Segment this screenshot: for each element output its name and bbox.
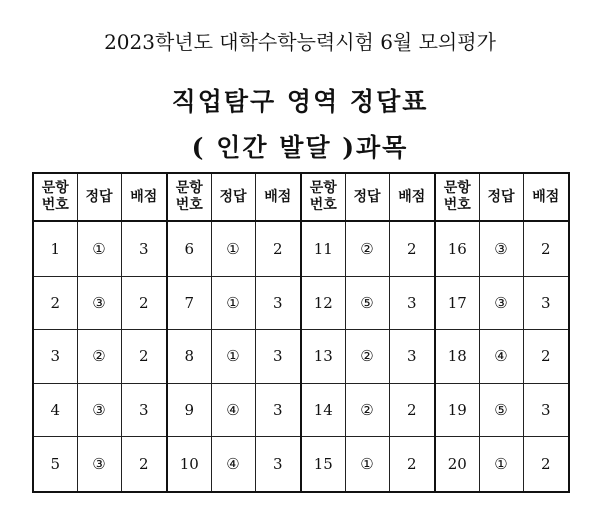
header-score: 배점: [121, 173, 167, 221]
answer-cell: ③: [77, 276, 121, 330]
answer-cell: ④: [479, 330, 523, 384]
score-cell: 2: [121, 276, 167, 330]
answer-cell: ②: [77, 330, 121, 384]
score-cell: 3: [255, 437, 301, 492]
subject-title: 직업탐구 영역 정답표: [171, 87, 429, 116]
header-answer: 정답: [211, 173, 255, 221]
question-number: 11: [301, 221, 345, 276]
answer-cell: ①: [211, 221, 255, 276]
header-answer: 정답: [77, 173, 121, 221]
question-number: 3: [33, 330, 77, 384]
question-number: 7: [167, 276, 211, 330]
header-score: 배점: [255, 173, 301, 221]
answer-cell: ④: [211, 383, 255, 437]
answer-cell: ①: [211, 276, 255, 330]
score-cell: 3: [121, 221, 167, 276]
answer-cell: ①: [345, 437, 389, 492]
table-row: [33, 437, 569, 492]
question-number: 2: [33, 276, 77, 330]
answer-cell: ②: [345, 330, 389, 384]
question-number: 5: [33, 437, 77, 492]
question-number: 4: [33, 383, 77, 437]
score-cell: 2: [389, 383, 435, 437]
question-number: 6: [167, 221, 211, 276]
score-cell: 3: [255, 276, 301, 330]
score-cell: 2: [389, 221, 435, 276]
header-row: [33, 173, 569, 221]
score-cell: 2: [121, 437, 167, 492]
answer-cell: ⑤: [479, 383, 523, 437]
header-number: 문항 번호: [301, 173, 345, 221]
exam-title: 2023학년도 대학수학능력시험 6월 모의평가: [104, 30, 496, 54]
question-number: 15: [301, 437, 345, 492]
answer-table: [32, 172, 570, 493]
score-cell: 2: [121, 330, 167, 384]
question-number: 18: [435, 330, 479, 384]
header-number: 문항 번호: [167, 173, 211, 221]
question-number: 12: [301, 276, 345, 330]
answer-cell: ③: [77, 383, 121, 437]
answer-cell: ③: [77, 437, 121, 492]
answer-cell: ②: [345, 221, 389, 276]
header-answer: 정답: [345, 173, 389, 221]
score-cell: 2: [523, 330, 569, 384]
header-score: 배점: [389, 173, 435, 221]
header-score: 배점: [523, 173, 569, 221]
answer-cell: ③: [479, 221, 523, 276]
score-cell: 3: [523, 276, 569, 330]
question-number: 19: [435, 383, 479, 437]
score-cell: 2: [389, 437, 435, 492]
question-number: 17: [435, 276, 479, 330]
score-cell: 3: [121, 383, 167, 437]
answer-cell: ⑤: [345, 276, 389, 330]
table-row: [33, 276, 569, 330]
course-title: ( 인간 발달 )과목: [191, 133, 409, 162]
question-number: 16: [435, 221, 479, 276]
table-row: [33, 330, 569, 384]
answer-cell: ①: [77, 221, 121, 276]
header-number: 문항 번호: [435, 173, 479, 221]
question-number: 13: [301, 330, 345, 384]
question-number: 14: [301, 383, 345, 437]
question-number: 1: [33, 221, 77, 276]
header-number: 문항 번호: [33, 173, 77, 221]
question-number: 8: [167, 330, 211, 384]
score-cell: 3: [389, 330, 435, 384]
answer-cell: ④: [211, 437, 255, 492]
score-cell: 2: [523, 437, 569, 492]
header-answer: 정답: [479, 173, 523, 221]
answer-cell: ③: [479, 276, 523, 330]
question-number: 9: [167, 383, 211, 437]
score-cell: 3: [523, 383, 569, 437]
score-cell: 3: [255, 330, 301, 384]
question-number: 20: [435, 437, 479, 492]
table-row: [33, 383, 569, 437]
score-cell: 2: [255, 221, 301, 276]
table-row: [33, 221, 569, 276]
score-cell: 3: [389, 276, 435, 330]
answer-cell: ①: [211, 330, 255, 384]
answer-cell: ①: [479, 437, 523, 492]
score-cell: 3: [255, 383, 301, 437]
answer-cell: ②: [345, 383, 389, 437]
score-cell: 2: [523, 221, 569, 276]
question-number: 10: [167, 437, 211, 492]
